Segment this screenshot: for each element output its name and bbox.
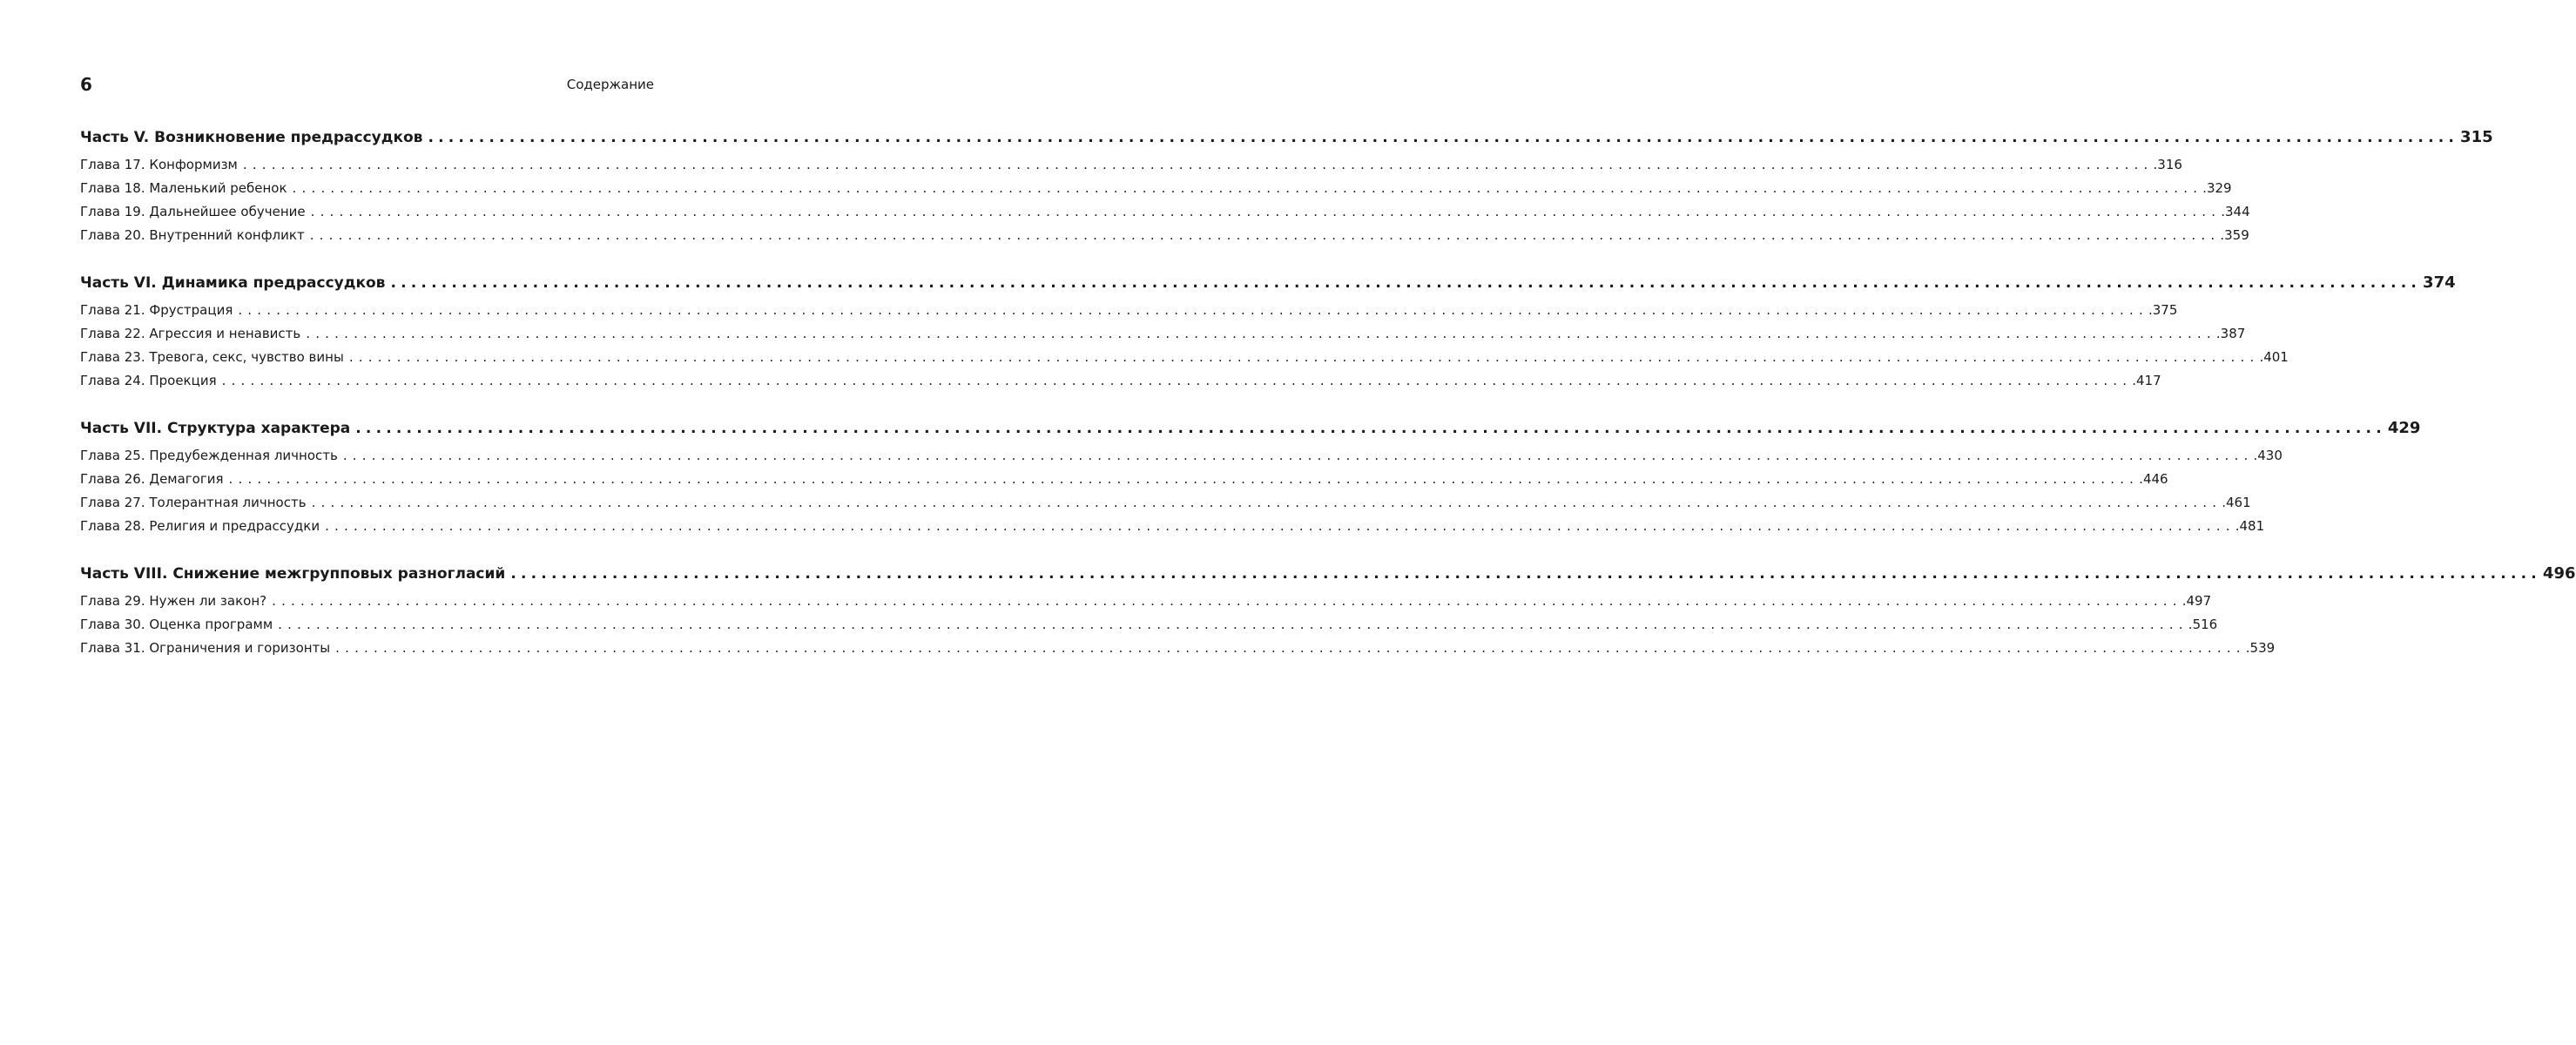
chapter-title: Глава 30. Оценка программ — [80, 617, 273, 632]
chapter-page: . 516 — [2188, 613, 2217, 637]
chapter-entry[interactable] — [80, 637, 2276, 660]
dot-leader: ........................................................................................................................................................................................................ — [221, 373, 2133, 388]
chapter-page: . 344 — [2221, 200, 2249, 224]
dot-leader: ........................................................................................................................................................................................................ — [309, 227, 2221, 243]
chapter-entry[interactable] — [80, 590, 2212, 613]
table-of-contents — [80, 122, 2576, 660]
chapter-page: . 497 — [2182, 590, 2211, 613]
chapter-page: . 316 — [2154, 153, 2182, 177]
chapter-page: . 375 — [2148, 299, 2177, 322]
chapter-title: Глава 29. Нужен ли закон? — [80, 593, 267, 609]
toc-part — [80, 122, 2493, 247]
part-title: Часть VI. Динамика предрассудков — [80, 274, 386, 292]
part-page: 429 — [2387, 419, 2421, 437]
chapter-title: Глава 23. Тревога, секс, чувство вины — [80, 349, 344, 365]
page-number: 6 — [80, 74, 92, 95]
chapter-entry[interactable] — [80, 322, 2246, 346]
dot-leader: ........................................................................................................................................................................................................ — [238, 302, 2148, 318]
running-head: Содержание — [566, 77, 654, 92]
part-entry[interactable] — [80, 413, 2421, 444]
chapter-title: Глава 21. Фрустрация — [80, 302, 233, 318]
dot-leader: ........................................................................................................................................................................................................ — [292, 180, 2203, 196]
dot-leader: ........................................................................................................................................................................................................ — [228, 471, 2140, 487]
dot-leader: ........................................................................................................................................................................................................ — [355, 420, 2386, 437]
part-page: 374 — [2423, 273, 2456, 292]
chapter-title: Глава 17. Конформизм — [80, 157, 238, 172]
chapter-page: . 461 — [2222, 491, 2250, 515]
part-entry[interactable] — [80, 558, 2576, 590]
chapter-page: . 387 — [2216, 322, 2245, 346]
chapter-title: Глава 24. Проекция — [80, 373, 217, 388]
dot-leader: ........................................................................................................................................................................................................ — [278, 617, 2188, 632]
chapter-page: . 430 — [2253, 444, 2282, 468]
chapter-title: Глава 27. Толерантная личность — [80, 495, 307, 510]
chapter-entry[interactable] — [80, 224, 2249, 247]
chapter-page: . 539 — [2246, 637, 2275, 660]
chapter-page: . 329 — [2202, 177, 2231, 200]
chapter-page: . 417 — [2132, 369, 2161, 393]
chapter-entry[interactable] — [80, 369, 2161, 393]
chapter-entry[interactable] — [80, 468, 2168, 491]
chapter-entry[interactable] — [80, 153, 2182, 177]
chapter-page: . 446 — [2139, 468, 2168, 491]
chapter-page: . 401 — [2259, 346, 2288, 369]
chapter-title: Глава 26. Демагогия — [80, 471, 224, 487]
toc-part — [80, 267, 2456, 393]
dot-leader: ........................................................................................................................................................................................................ — [242, 157, 2154, 172]
dot-leader: ........................................................................................................................................................................................................ — [325, 518, 2235, 534]
chapter-entry[interactable] — [80, 177, 2232, 200]
part-page: 496 — [2542, 564, 2576, 583]
chapter-entry[interactable] — [80, 346, 2289, 369]
part-page: 315 — [2460, 128, 2493, 146]
dot-leader: ........................................................................................................................................................................................................ — [272, 593, 2182, 609]
chapter-entry[interactable] — [80, 299, 2178, 322]
toc-part — [80, 558, 2576, 660]
dot-leader: ........................................................................................................................................................................................................ — [348, 349, 2260, 365]
dot-leader: ........................................................................................................................................................................................................ — [428, 129, 2459, 146]
part-title: Часть VII. Структура характера — [80, 420, 351, 437]
chapter-title: Глава 25. Предубежденная личность — [80, 448, 338, 463]
chapter-entry[interactable] — [80, 515, 2265, 538]
dot-leader: ........................................................................................................................................................................................................ — [335, 640, 2246, 656]
dot-leader: ........................................................................................................................................................................................................ — [311, 495, 2222, 510]
chapter-title: Глава 20. Внутренний конфликт — [80, 227, 305, 243]
dot-leader: ........................................................................................................................................................................................................ — [510, 565, 2541, 583]
part-entry[interactable] — [80, 122, 2493, 153]
chapter-entry[interactable] — [80, 491, 2251, 515]
chapter-title: Глава 22. Агрессия и ненависть — [80, 326, 301, 341]
page-header — [80, 73, 654, 96]
chapter-title: Глава 18. Маленький ребенок — [80, 180, 287, 196]
dot-leader: ........................................................................................................................................................................................................ — [342, 448, 2254, 463]
part-title: Часть V. Возникновение предрассудков — [80, 129, 423, 146]
chapter-title: Глава 19. Дальнейшее обучение — [80, 204, 306, 219]
chapter-title: Глава 28. Религия и предрассудки — [80, 518, 320, 534]
chapter-entry[interactable] — [80, 200, 2250, 224]
chapter-page: . 481 — [2235, 515, 2264, 538]
part-entry[interactable] — [80, 267, 2456, 299]
chapter-entry[interactable] — [80, 613, 2218, 637]
chapter-entry[interactable] — [80, 444, 2283, 468]
dot-leader: ........................................................................................................................................................................................................ — [310, 204, 2222, 219]
chapter-title: Глава 31. Ограничения и горизонты — [80, 640, 331, 656]
dot-leader: ........................................................................................................................................................................................................ — [306, 326, 2216, 341]
dot-leader: ........................................................................................................................................................................................................ — [390, 274, 2422, 292]
part-title: Часть VIII. Снижение межгрупповых разногласий — [80, 565, 506, 583]
toc-part — [80, 413, 2421, 538]
chapter-page: . 359 — [2220, 224, 2249, 247]
